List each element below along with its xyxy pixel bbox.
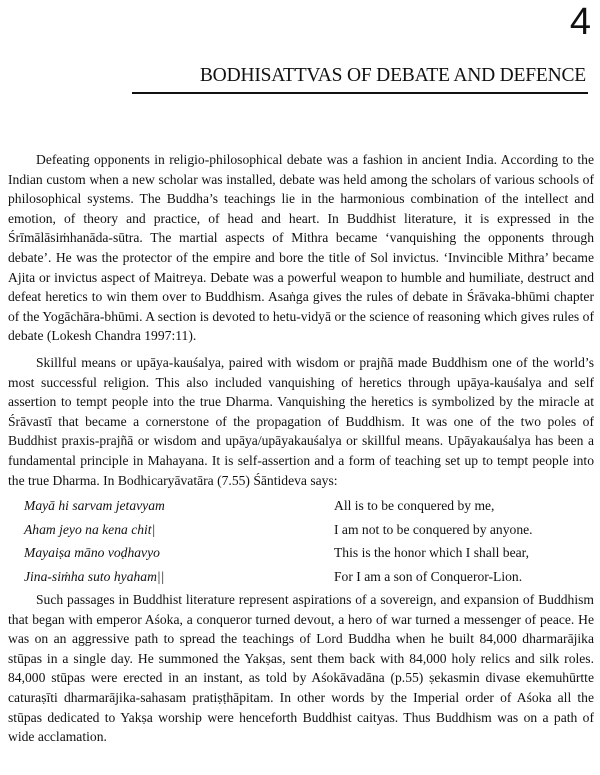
chapter-number: 4 [569,1,591,43]
verse-line [8,565,594,589]
verse-translation: I am not to be conquered by anyone. [334,521,533,537]
verse-line [8,541,594,565]
chapter-text [8,150,594,747]
paragraph-asoka: Such passages in Buddhist literature represent aspirations of a sovereign, and expansion of Buddhism that began with emperor Aśoka, a conqueror turned devout, a hero of war turned a messenger of peace. He was on an aggressive path to spread the teachings of Lord Buddha when he built 84,000 dharmarājika stūpas in a single day. He summoned the Yakṣas, sent them back with 84,000 holy relics and silk roles. 84,000 stūpas were erected in an instant, as told by Aśokāvadāna (p.55) ṣekasmin divase ekemuhūrtte caturaṣīti dharmarājika-sahasam pratiṣṭhāpitam. In other words by the Imperial order of Aśoka all the stūpas dedicated to Yakṣa worship were henceforth Buddhist caityas. Thus Buddhism was on a path of wide acclamation. [8,592,594,745]
verse-sanskrit: Jina-siṁha suto hyaham|| [24,568,165,584]
paragraph-debate: Defeating opponents in religio-philosophical debate was a fashion in ancient India. According to the Indian custom when a new scholar was installed, debate was held among the scholars of various schools of philosophical systems. The Buddha’s teachings lie in the harmonious combination of the intellect and emotion, of theory and practice, of head and heart. In Buddhist literature, it is expressed in the Śrīmālāsiṁhanāda-sūtra. The martial aspects of Mithra became ‘vanquishing the opponents through debate’. He was the protector of the empire and bore the title of Sol invictus. ‘Invincible Mithra’ became Ajita or invictus aspect of Maitreya. Debate was a powerful weapon to humble and humiliate, destruct and defeat heretics to win them over to Buddhism. Asaṅga gives the rules of debate in Śrāvaka-bhūmi chapter of the Yogāchāra-bhūmi. A section is devoted to hetu-vidyā or the science of reasoning which gives rules of debate (Lokesh Chandra 1997:11). [8,152,594,344]
verse-sanskrit: Aham jeyo na kena chit| [24,521,156,537]
verse-translation: All is to be conquered by me, [334,498,495,514]
title-rule [132,92,588,94]
chapter-title: BODHISATTVAS OF DEBATE AND DEFENCE [199,65,586,86]
paragraph-skillful-means: Skillful means or upāya-kauśalya, paired with wisdom or prajñā made Buddhism one of the world’s most successful religion. This also included vanquishing of heretics through upāya-kauśalya and self assertion to tempt people into the true Dharma. Vanquishing the heretics is symbolized by the miracle at Śrāvastī that became a cornerstone of the propagation of Buddhism. It was one of the two poles of Buddhist praxis-prajñā or wisdom and upāya/upāyakauśalya or skillful means. Upāyakauśalya has been a fundamental principle in Mahayana. It is self-assertion and a form of teaching set up to tempt people into the true Dharma. In Bodhicaryāvatāra (7.55) Śāntideva says: [8,354,594,488]
verse-line [8,494,594,518]
verse-sanskrit: Mayā hi sarvam jetavyam [24,498,165,514]
verse-translation: For I am a son of Conqueror-Lion. [334,568,523,584]
verse-translation: This is the honor which I shall bear, [334,545,530,561]
verse-block [8,494,594,588]
verse-line [8,518,594,542]
verse-sanskrit: Mayaiṣa māno voḍhavyo [24,545,160,561]
